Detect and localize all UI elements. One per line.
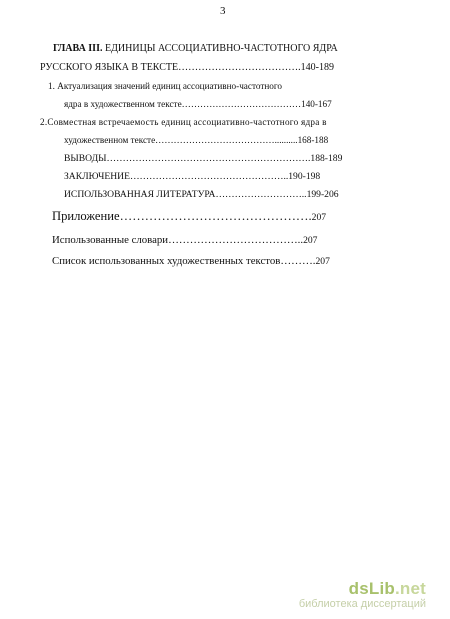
literature-title: ИСПОЛЬЗОВАННАЯ ЛИТЕРАТУРА [64,189,216,200]
toc-item2-line2 [64,135,328,145]
conclusions-pages: 188-189 [310,153,343,164]
chapter-title-cont: РУССКОГО ЯЗЫКА В ТЕКСТЕ [40,62,179,73]
item2-title-cont: художественном тексте [64,135,156,145]
dictionaries-dots: ……………………………….. [168,234,304,246]
watermark-logo: dsLib.net [348,579,426,598]
texts-pages: 207 [315,256,330,267]
appendix-dots: ………………………………………. [119,209,312,223]
page-number: 3 [220,5,226,17]
toc-texts [52,251,330,269]
toc-appendix [52,207,326,225]
item2-pages: 168-188 [297,135,329,145]
item2-dots: ………………………………….......... [155,135,298,145]
final-pages: 190-198 [288,171,321,182]
chapter-prefix: ГЛАВА III. [53,43,103,54]
toc-chapter-heading [53,43,338,54]
final-dots: ………………………………………….. [129,171,289,182]
toc-literature [64,189,339,200]
chapter-pages: 140-189 [300,62,334,73]
toc-item1-line2 [64,99,332,109]
watermark-subtitle: библиотека диссертаций [298,598,426,610]
conclusions-dots: ………………………………………………………. [106,153,311,164]
item1-pages: 140-167 [301,99,332,109]
toc-item2-line1: 2.Совместная встречаемость единиц ассоциативно-частотного ядра в [40,117,327,127]
chapter-dots: ………………………………. [178,62,301,73]
texts-dots: ………. [280,255,316,267]
toc-chapter-line [40,62,334,73]
chapter-title: ЕДИНИЦЫ АССОЦИАТИВНО-ЧАСТОТНОГО ЯДРА [104,43,338,54]
literature-pages: 199-206 [306,189,339,200]
texts-title: Список использованных художественных текстов [52,255,281,267]
appendix-pages: 207 [311,212,327,223]
literature-dots: ……………………….. [215,189,307,200]
item1-title-cont: ядра в художественном тексте [64,99,182,109]
toc-final [64,171,320,182]
conclusions-title: ВЫВОДЫ [64,153,107,164]
final-title: ЗАКЛЮЧЕНИЕ [64,171,130,182]
dictionaries-pages: 207 [303,235,318,246]
appendix-title: Приложение [52,209,120,223]
toc-conclusions [64,153,342,164]
toc-dictionaries [52,230,317,248]
item1-dots: ………………………………… [181,99,302,109]
dictionaries-title: Использованные словари [52,234,169,246]
dslib-watermark [299,579,426,610]
toc-item1-line1: 1. Актуализация значений единиц ассоциативно-частотного [48,81,282,91]
